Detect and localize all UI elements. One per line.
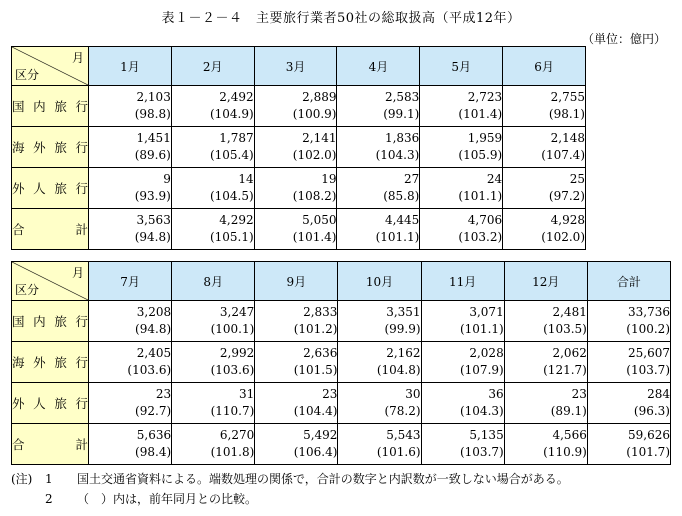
yoy-ratio: (102.0): [292, 148, 337, 162]
amount-value: 2,481: [552, 305, 587, 319]
amount-value: 2,992: [219, 346, 255, 360]
header-row: [12, 47, 586, 86]
yoy-ratio: (101.7): [626, 445, 670, 459]
amount-value: 2,889: [302, 90, 337, 104]
amount-value: 2,103: [136, 90, 171, 104]
table-row: [12, 383, 671, 424]
corner-month-label: 月: [71, 51, 84, 65]
value-cell: [171, 127, 254, 168]
yoy-ratio: (104.3): [459, 404, 504, 418]
column-header: 4月: [337, 47, 420, 86]
amount-value: 4,292: [219, 213, 254, 227]
amount-value: 25: [569, 172, 585, 186]
note-number: 2: [45, 492, 53, 506]
amount-value: 1,787: [219, 131, 254, 145]
amount-value: 59,626: [628, 428, 670, 442]
amount-value: 3,563: [136, 213, 171, 227]
yoy-ratio: (100.9): [292, 107, 337, 121]
row-label: 合計: [12, 424, 89, 465]
yoy-ratio: (93.9): [134, 189, 171, 203]
value-cell: [172, 424, 255, 465]
yoy-ratio: (97.2): [548, 189, 585, 203]
amount-value: 4,706: [467, 213, 503, 227]
value-cell: [587, 301, 670, 342]
totals-table-first-half: [11, 46, 586, 250]
table-row: [12, 86, 586, 127]
yoy-ratio: (110.7): [210, 404, 255, 418]
yoy-ratio: (98.8): [134, 107, 171, 121]
yoy-ratio: (101.1): [459, 322, 504, 336]
amount-value: 23: [322, 387, 338, 401]
yoy-ratio: (110.9): [543, 445, 587, 459]
header-row: [12, 262, 671, 301]
column-header: 5月: [420, 47, 503, 86]
table-row: [12, 209, 586, 250]
yoy-ratio: (101.4): [458, 107, 503, 121]
amount-value: 5,492: [303, 428, 338, 442]
amount-value: 4,445: [384, 213, 420, 227]
amount-value: 19: [321, 172, 337, 186]
amount-value: 3,247: [219, 305, 255, 319]
column-header: 12月: [504, 262, 587, 301]
column-header: 11月: [421, 262, 504, 301]
amount-value: 2,583: [384, 90, 420, 104]
value-cell: [89, 342, 172, 383]
row-label: 海外旅行: [12, 342, 89, 383]
value-cell: [337, 168, 420, 209]
value-cell: [420, 209, 503, 250]
value-cell: [421, 424, 504, 465]
amount-value: 27: [404, 172, 420, 186]
value-cell: [420, 127, 503, 168]
column-header: 9月: [255, 262, 338, 301]
value-cell: [255, 342, 338, 383]
table-row: [12, 424, 671, 465]
yoy-ratio: (105.9): [458, 148, 503, 162]
yoy-ratio: (107.4): [541, 148, 585, 162]
value-cell: [255, 301, 338, 342]
amount-value: 9: [163, 172, 171, 186]
yoy-ratio: (101.8): [210, 445, 255, 459]
value-cell: [337, 127, 420, 168]
corner-cell: [12, 47, 89, 86]
row-label: 国内旅行: [12, 86, 89, 127]
yoy-ratio: (105.4): [209, 148, 254, 162]
value-cell: [504, 383, 587, 424]
yoy-ratio: (104.8): [376, 363, 421, 377]
yoy-ratio: (106.4): [293, 445, 338, 459]
row-label: 海外旅行: [12, 127, 89, 168]
value-cell: [337, 86, 420, 127]
value-cell: [171, 86, 254, 127]
amount-value: 284: [647, 387, 670, 401]
value-cell: [504, 301, 587, 342]
amount-value: 6,270: [219, 428, 255, 442]
amount-value: 2,833: [303, 305, 338, 319]
value-cell: [255, 424, 338, 465]
value-cell: [338, 424, 421, 465]
value-cell: [89, 86, 172, 127]
column-header: 8月: [172, 262, 255, 301]
value-cell: [338, 301, 421, 342]
yoy-ratio: (101.2): [293, 322, 338, 336]
amount-value: 1,959: [467, 131, 503, 145]
row-label: 合計: [12, 209, 89, 250]
yoy-ratio: (101.5): [293, 363, 338, 377]
amount-value: 2,148: [550, 131, 585, 145]
row-label: 国内旅行: [12, 301, 89, 342]
notes: [11, 469, 569, 509]
table-row: [12, 301, 671, 342]
yoy-ratio: (101.1): [375, 230, 420, 244]
value-cell: [89, 424, 172, 465]
column-header: 2月: [171, 47, 254, 86]
amount-value: 3,071: [469, 305, 504, 319]
column-header: 10月: [338, 262, 421, 301]
yoy-ratio: (78.2): [384, 404, 421, 418]
amount-value: 4,566: [552, 428, 587, 442]
amount-value: 2,723: [467, 90, 503, 104]
amount-value: 24: [486, 172, 503, 186]
table-title: 表１－２－４ 主要旅行業者50社の総取扱高（平成12年）: [161, 11, 521, 26]
amount-value: 2,636: [303, 346, 338, 360]
amount-value: 5,636: [136, 428, 172, 442]
column-header: 1月: [89, 47, 172, 86]
value-cell: [254, 168, 337, 209]
yoy-ratio: (100.2): [626, 322, 670, 336]
yoy-ratio: (101.4): [292, 230, 337, 244]
value-cell: [503, 209, 586, 250]
table-row: [12, 127, 586, 168]
value-cell: [172, 301, 255, 342]
amount-value: 33,736: [628, 305, 670, 319]
yoy-ratio: (99.9): [384, 322, 421, 336]
amount-value: 36: [488, 387, 504, 401]
amount-value: 23: [571, 387, 587, 401]
yoy-ratio: (98.4): [135, 445, 172, 459]
yoy-ratio: (104.9): [209, 107, 254, 121]
yoy-ratio: (94.8): [134, 230, 171, 244]
note-text: （ ）内は，前年同月との比較。: [77, 492, 258, 506]
note-item: [11, 489, 569, 509]
value-cell: [89, 383, 172, 424]
value-cell: [421, 383, 504, 424]
value-cell: [504, 424, 587, 465]
amount-value: 2,141: [302, 131, 337, 145]
yoy-ratio: (98.1): [548, 107, 585, 121]
amount-value: 2,492: [219, 90, 254, 104]
value-cell: [254, 127, 337, 168]
table-row: [12, 342, 671, 383]
amount-value: 2,162: [386, 346, 421, 360]
yoy-ratio: (103.7): [459, 445, 504, 459]
note-marker: (注): [11, 472, 33, 486]
value-cell: [421, 342, 504, 383]
amount-value: 30: [405, 387, 421, 401]
yoy-ratio: (89.6): [134, 148, 171, 162]
yoy-ratio: (96.3): [633, 404, 670, 418]
value-cell: [587, 383, 670, 424]
table-body: [12, 86, 586, 250]
value-cell: [255, 383, 338, 424]
row-label: 外人旅行: [12, 383, 89, 424]
amount-value: 2,755: [550, 90, 585, 104]
amount-value: 2,062: [552, 346, 587, 360]
column-header: 6月: [503, 47, 586, 86]
yoy-ratio: (104.4): [293, 404, 338, 418]
yoy-ratio: (103.7): [626, 363, 670, 377]
value-cell: [337, 209, 420, 250]
amount-value: 4,928: [550, 213, 585, 227]
yoy-ratio: (105.1): [209, 230, 254, 244]
value-cell: [504, 342, 587, 383]
value-cell: [89, 301, 172, 342]
value-cell: [421, 301, 504, 342]
yoy-ratio: (104.5): [209, 189, 254, 203]
corner-cell: [12, 262, 89, 301]
yoy-ratio: (103.6): [127, 363, 172, 377]
amount-value: 2,405: [136, 346, 172, 360]
column-header: 合計: [587, 262, 670, 301]
yoy-ratio: (101.1): [458, 189, 503, 203]
amount-value: 25,607: [628, 346, 670, 360]
value-cell: [420, 168, 503, 209]
value-cell: [503, 168, 586, 209]
value-cell: [171, 209, 254, 250]
column-header: 7月: [89, 262, 172, 301]
value-cell: [89, 209, 172, 250]
yoy-ratio: (103.5): [543, 322, 587, 336]
amount-value: 3,208: [136, 305, 172, 319]
value-cell: [171, 168, 254, 209]
yoy-ratio: (102.0): [541, 230, 585, 244]
yoy-ratio: (108.2): [292, 189, 337, 203]
note-item: [11, 469, 569, 489]
value-cell: [172, 383, 255, 424]
value-cell: [89, 127, 172, 168]
yoy-ratio: (101.6): [376, 445, 421, 459]
yoy-ratio: (89.1): [550, 404, 587, 418]
value-cell: [172, 342, 255, 383]
value-cell: [420, 86, 503, 127]
amount-value: 5,135: [469, 428, 504, 442]
value-cell: [503, 86, 586, 127]
yoy-ratio: (94.8): [135, 322, 172, 336]
table-body: [12, 301, 671, 465]
yoy-ratio: (104.3): [375, 148, 420, 162]
yoy-ratio: (92.7): [135, 404, 172, 418]
yoy-ratio: (85.8): [383, 189, 420, 203]
note-text: 国土交通省資料による。端数処理の関係で，合計の数字と内訳数が一致しない場合がある。: [77, 472, 569, 486]
yoy-ratio: (121.7): [543, 363, 587, 377]
amount-value: 5,050: [302, 213, 337, 227]
amount-value: 23: [155, 387, 172, 401]
unit-label: （単位：億円）: [581, 32, 666, 46]
amount-value: 5,543: [386, 428, 421, 442]
yoy-ratio: (107.9): [459, 363, 504, 377]
column-header: 3月: [254, 47, 337, 86]
amount-value: 1,836: [384, 131, 420, 145]
value-cell: [587, 342, 670, 383]
value-cell: [254, 209, 337, 250]
corner-category-label: 区分: [15, 68, 40, 82]
amount-value: 14: [238, 172, 254, 186]
value-cell: [587, 424, 670, 465]
amount-value: 3,351: [386, 305, 421, 319]
value-cell: [338, 342, 421, 383]
amount-value: 1,451: [136, 131, 171, 145]
amount-value: 2,028: [469, 346, 504, 360]
value-cell: [338, 383, 421, 424]
value-cell: [89, 168, 172, 209]
row-label: 外人旅行: [12, 168, 89, 209]
note-number: 1: [45, 472, 53, 486]
corner-category-label: 区分: [15, 283, 40, 297]
yoy-ratio: (103.2): [458, 230, 503, 244]
amount-value: 31: [239, 387, 255, 401]
value-cell: [503, 127, 586, 168]
yoy-ratio: (103.6): [210, 363, 255, 377]
yoy-ratio: (99.1): [383, 107, 420, 121]
corner-month-label: 月: [71, 266, 84, 280]
totals-table-second-half: [11, 261, 671, 465]
table-row: [12, 168, 586, 209]
yoy-ratio: (100.1): [210, 322, 255, 336]
value-cell: [254, 86, 337, 127]
